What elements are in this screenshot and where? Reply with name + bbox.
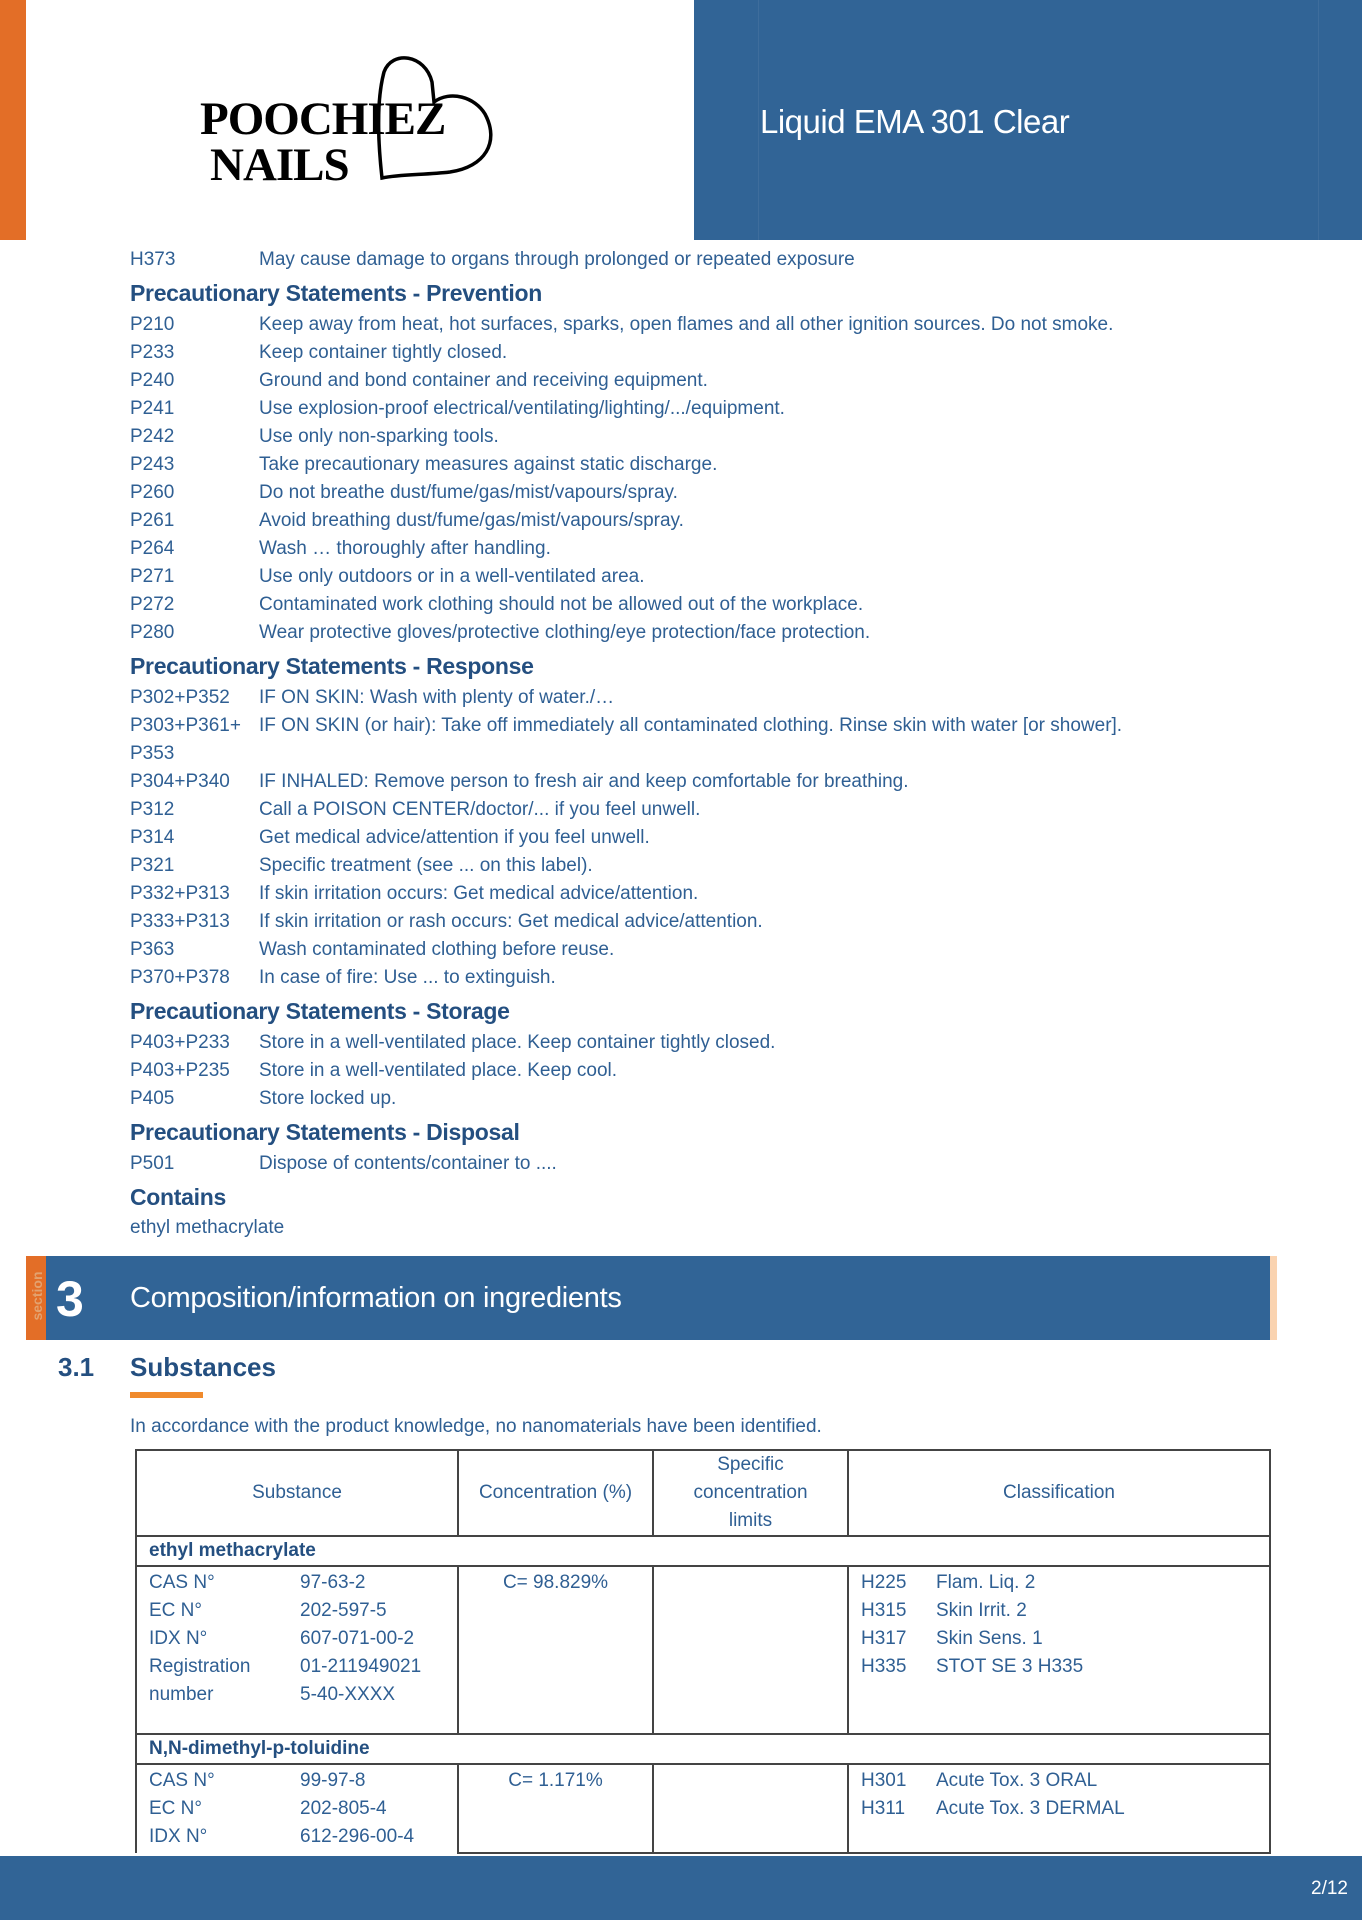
hazard-code: H311 — [861, 1798, 906, 1819]
statement-row — [130, 423, 1290, 451]
id-value: 01-2119490215-40-XXXX — [300, 1656, 422, 1705]
statement-code: P403+P235 — [130, 1060, 230, 1081]
statement-row — [130, 1057, 1290, 1085]
statement-code: P353 — [130, 743, 175, 764]
concentration-value: C= 1.171% — [458, 1764, 653, 1853]
statement-text: Dispose of contents/container to .... — [259, 1153, 557, 1174]
substance-detail-row — [136, 1566, 1270, 1734]
statement-row — [130, 684, 1290, 712]
statement-code: P304+P340 — [130, 771, 230, 792]
hazard-class: STOT SE 3 H335 — [936, 1656, 1084, 1677]
id-label: IDX N° — [149, 1628, 208, 1649]
statement-code: P271 — [130, 566, 175, 587]
statement-code: P303+P361+ — [130, 715, 241, 736]
statement-code: H373 — [130, 249, 176, 270]
id-label: IDX N° — [149, 1826, 208, 1847]
statement-text: Call a POISON CENTER/doctor/... if you feel unwell. — [259, 799, 701, 820]
prevention-heading: Precautionary Statements - Prevention — [130, 280, 542, 306]
statement-text: Do not breathe dust/fume/gas/mist/vapours/spray. — [259, 482, 678, 503]
statement-code: P261 — [130, 510, 175, 531]
header-accent-strip — [0, 0, 26, 240]
substance-name-row — [136, 1536, 1270, 1566]
id-label: EC N° — [149, 1798, 202, 1819]
substance-name: N,N-dimethyl-p-toluidine — [136, 1734, 1270, 1764]
statement-code: P403+P233 — [130, 1032, 230, 1053]
statement-row — [130, 824, 1290, 852]
statement-text: If skin irritation occurs: Get medical advice/attention. — [259, 883, 699, 904]
id-value: 202-805-4 — [300, 1798, 387, 1819]
hazard-class: Acute Tox. 3 ORAL — [936, 1770, 1098, 1791]
statement-code: P264 — [130, 538, 175, 559]
statement-code: P332+P313 — [130, 883, 230, 904]
page-footer — [0, 1856, 1362, 1920]
statement-row — [130, 535, 1290, 563]
classification-cell — [848, 1566, 1270, 1734]
subsection-number: 3.1 — [58, 1352, 95, 1382]
hazard-class: Skin Sens. 1 — [936, 1628, 1043, 1649]
statement-row — [130, 964, 1290, 992]
statement-row — [130, 311, 1290, 339]
brand-name-line1: POOCHIEZ — [200, 93, 446, 145]
composition-table — [135, 1449, 1271, 1854]
precautionary-content — [130, 246, 1290, 1241]
statement-text: IF INHALED: Remove person to fresh air and keep comfortable for breathing. — [259, 771, 909, 792]
disposal-list — [130, 1150, 1290, 1178]
contains-text: ethyl methacrylate — [130, 1217, 285, 1238]
statement-row — [130, 712, 1290, 740]
table-header-row — [136, 1450, 1270, 1536]
classification-cell — [848, 1764, 1270, 1853]
contains-heading: Contains — [130, 1184, 226, 1210]
column-header-concentration: Concentration (%) — [458, 1450, 653, 1536]
statement-row — [130, 507, 1290, 535]
statement-row — [130, 796, 1290, 824]
hazard-code: H335 — [861, 1656, 907, 1677]
substance-name-row — [136, 1734, 1270, 1764]
statement-text: Keep away from heat, hot surfaces, sparks, open flames and all other ignition sources. Do not smoke. — [259, 314, 1114, 335]
statement-text: Contaminated work clothing should not be allowed out of the workplace. — [259, 594, 864, 615]
statement-code: P302+P352 — [130, 687, 230, 708]
statement-row — [130, 768, 1290, 796]
statement-code: P405 — [130, 1088, 175, 1109]
statement-code: P333+P313 — [130, 911, 230, 932]
column-header-classification: Classification — [848, 1450, 1270, 1536]
statement-code: P242 — [130, 426, 175, 447]
response-list — [130, 684, 1290, 992]
concentration-limits — [653, 1764, 848, 1853]
substance-identifiers — [136, 1566, 458, 1734]
product-title: Liquid EMA 301 Clear — [760, 103, 1070, 140]
statement-row — [130, 880, 1290, 908]
statement-text: IF ON SKIN: Wash with plenty of water./… — [259, 687, 615, 708]
statement-text: May cause damage to organs through prolonged or repeated exposure — [259, 249, 855, 270]
subsection-title: Substances — [130, 1352, 276, 1382]
statement-row — [130, 908, 1290, 936]
statement-code: P243 — [130, 454, 175, 475]
statement-code: P321 — [130, 855, 175, 876]
column-header-limits: Specific concentration limits — [653, 1450, 848, 1536]
prevention-list — [130, 311, 1290, 647]
statement-row — [130, 591, 1290, 619]
statement-row — [130, 367, 1290, 395]
nanomaterials-note: In accordance with the product knowledge, no nanomaterials have been identified. — [130, 1416, 822, 1437]
statement-text: Store in a well-ventilated place. Keep cool. — [259, 1060, 618, 1081]
section-tab — [26, 1256, 46, 1340]
section-bar-edge — [1270, 1256, 1277, 1340]
storage-list — [130, 1029, 1290, 1113]
statement-text: Take precautionary measures against static discharge. — [259, 454, 718, 475]
statement-code: P370+P378 — [130, 967, 230, 988]
id-value: 612-296-00-4 — [300, 1826, 415, 1847]
id-value: 99-97-8 — [300, 1770, 366, 1791]
statement-code: P260 — [130, 482, 175, 503]
substance-name: ethyl methacrylate — [136, 1536, 1270, 1566]
statement-code: P241 — [130, 398, 175, 419]
statement-row — [130, 1029, 1290, 1057]
response-heading: Precautionary Statements - Response — [130, 653, 534, 679]
statement-row — [130, 1150, 1290, 1178]
hazard-code: H301 — [861, 1770, 907, 1791]
id-value: 202-597-5 — [300, 1600, 387, 1621]
statement-text — [259, 740, 1290, 768]
disposal-heading: Precautionary Statements - Disposal — [130, 1119, 520, 1145]
statement-code: P210 — [130, 314, 175, 335]
page-number: 2/12 — [1311, 1878, 1348, 1899]
section-number: 3 — [56, 1271, 84, 1327]
concentration-value: C= 98.829% — [458, 1566, 653, 1734]
id-value: 97-63-2 — [300, 1572, 366, 1593]
statement-code: P233 — [130, 342, 175, 363]
column-header-substance: Substance — [136, 1450, 458, 1536]
statement-code: P272 — [130, 594, 175, 615]
storage-heading: Precautionary Statements - Storage — [130, 998, 510, 1024]
concentration-limits — [653, 1566, 848, 1734]
statement-code: P363 — [130, 939, 175, 960]
id-value: 607-071-00-2 — [300, 1628, 415, 1649]
substance-identifiers — [136, 1764, 458, 1853]
statement-text: Use only non-sparking tools. — [259, 426, 499, 447]
brand-name-line2: NAILS — [210, 139, 349, 191]
statement-row — [130, 852, 1290, 880]
hazard-statement-row — [130, 246, 1290, 274]
hazard-code: H225 — [861, 1572, 907, 1593]
statement-row — [130, 395, 1290, 423]
hazard-class: Skin Irrit. 2 — [936, 1600, 1027, 1621]
statement-row — [130, 563, 1290, 591]
id-label: CAS N° — [149, 1572, 215, 1593]
statement-row — [130, 619, 1290, 647]
statement-code: P312 — [130, 799, 175, 820]
statement-text: IF ON SKIN (or hair): Take off immediately all contaminated clothing. Rinse skin with water [or shower]. — [259, 715, 1123, 736]
statement-text: Avoid breathing dust/fume/gas/mist/vapours/spray. — [259, 510, 684, 531]
hazard-class: Acute Tox. 3 DERMAL — [936, 1798, 1125, 1819]
statement-text: Use explosion-proof electrical/ventilating/lighting/.../equipment. — [259, 398, 785, 419]
section-tab-label: section — [29, 1271, 45, 1321]
id-label: Registration number — [149, 1656, 251, 1705]
id-label: EC N° — [149, 1600, 202, 1621]
statement-text: Wash … thoroughly after handling. — [259, 538, 551, 559]
statement-code: P314 — [130, 827, 175, 848]
statement-text: Ground and bond container and receiving equipment. — [259, 370, 708, 391]
hazard-code: H315 — [861, 1600, 907, 1621]
statement-row — [130, 740, 1290, 768]
hazard-class: Flam. Liq. 2 — [936, 1572, 1036, 1593]
substance-detail-row — [136, 1764, 1270, 1853]
statement-text: In case of fire: Use ... to extinguish. — [259, 967, 556, 988]
statement-code: P280 — [130, 622, 175, 643]
statement-row — [130, 936, 1290, 964]
statement-row — [130, 1085, 1290, 1113]
statement-text: If skin irritation or rash occurs: Get medical advice/attention. — [259, 911, 763, 932]
statement-text: Specific treatment (see ... on this label). — [259, 855, 593, 876]
statement-row — [130, 339, 1290, 367]
statement-text: Wash contaminated clothing before reuse. — [259, 939, 615, 960]
hazard-code: H317 — [861, 1628, 907, 1649]
section-3-header — [26, 1256, 1270, 1340]
section-title: Composition/information on ingredients — [130, 1282, 622, 1314]
statement-text: Wear protective gloves/protective clothing/eye protection/face protection. — [259, 622, 871, 643]
statement-code: P240 — [130, 370, 175, 391]
statement-text: Get medical advice/attention if you feel unwell. — [259, 827, 650, 848]
id-label: CAS N° — [149, 1770, 215, 1791]
statement-text: Store in a well-ventilated place. Keep container tightly closed. — [259, 1032, 776, 1053]
subsection-underline — [130, 1392, 203, 1398]
product-title-block — [694, 0, 1362, 240]
statement-text: Use only outdoors or in a well-ventilated area. — [259, 566, 645, 587]
statement-code: P501 — [130, 1153, 175, 1174]
subsection-heading — [58, 1352, 276, 1383]
brand-logo — [200, 52, 510, 192]
statement-text: Keep container tightly closed. — [259, 342, 508, 363]
statement-row — [130, 479, 1290, 507]
statement-row — [130, 451, 1290, 479]
statement-text: Store locked up. — [259, 1088, 397, 1109]
